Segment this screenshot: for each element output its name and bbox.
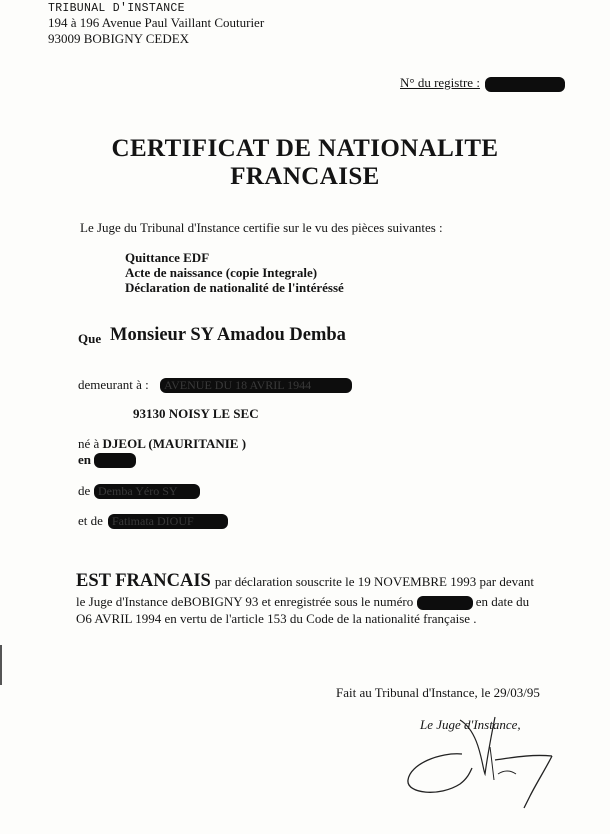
declaration-line3: O6 AVRIL 1994 en vertu de l'article 153 du Code de la nationalité française .: [76, 611, 477, 626]
que-label: Que: [78, 331, 102, 346]
signature-mark: [400, 712, 570, 812]
document-item: Acte de naissance (copie Integrale): [125, 265, 318, 280]
registry-field: [400, 75, 565, 92]
signatory-title: Le Juge d'Instance,: [420, 717, 521, 732]
birth-date-label: en: [78, 452, 91, 467]
birth-date-redacted: [94, 451, 136, 469]
court-city: 93009 BOBIGNY CEDEX: [48, 31, 190, 46]
declaration-text: le Juge d'Instance deBOBIGNY 93 et enregistrée sous le numéro: [76, 594, 414, 609]
est-francais: EST FRANCAIS: [76, 571, 211, 591]
intro-text: Le Juge du Tribunal d'Instance certifie sur le vu des pièces suivantes :: [80, 220, 443, 235]
father-label: de: [78, 483, 91, 498]
mother-label: et de: [78, 513, 103, 528]
court-name: TRIBUNAL D'INSTANCE: [48, 2, 185, 15]
certificate-title-line2: FRANCAISE: [230, 163, 380, 190]
residence-label: demeurant à :: [78, 377, 149, 392]
registration-number-redacted: [417, 596, 473, 610]
declaration-text: en date du: [475, 594, 530, 609]
court-address: 194 à 196 Avenue Paul Vaillant Couturier: [48, 15, 265, 30]
declaration-line2: [76, 594, 529, 610]
declaration-line1: [76, 571, 534, 592]
scan-edge-mark: [0, 645, 2, 685]
document-item: Quittance EDF: [125, 250, 210, 265]
certificate-title-line1: CERTIFICAT DE NATIONALITE: [111, 135, 499, 162]
birth-place-field: [78, 436, 246, 452]
registry-number-redacted: [485, 77, 565, 92]
declaration-text: par déclaration souscrite le 19 NOVEMBRE 1993 par devant: [214, 574, 534, 589]
father-name-redacted: Demba Yéro SY: [94, 482, 200, 500]
birth-place-label: né à: [78, 436, 100, 451]
birth-place: DJEOL (MAURITANIE ): [102, 436, 247, 451]
document-item: Déclaration de nationalité de l'intéréssé: [125, 280, 344, 295]
place-and-date: Fait au Tribunal d'Instance, le 29/03/95: [336, 685, 540, 700]
residence-street-redacted: AVENUE DU 18 AVRIL 1944: [160, 376, 352, 394]
subject-name: Monsieur SY Amadou Demba: [110, 325, 346, 345]
registry-label: N° du registre :: [400, 75, 480, 90]
mother-name-redacted: Fatimata DIOUF: [108, 512, 228, 530]
residence-city: 93130 NOISY LE SEC: [133, 406, 259, 421]
